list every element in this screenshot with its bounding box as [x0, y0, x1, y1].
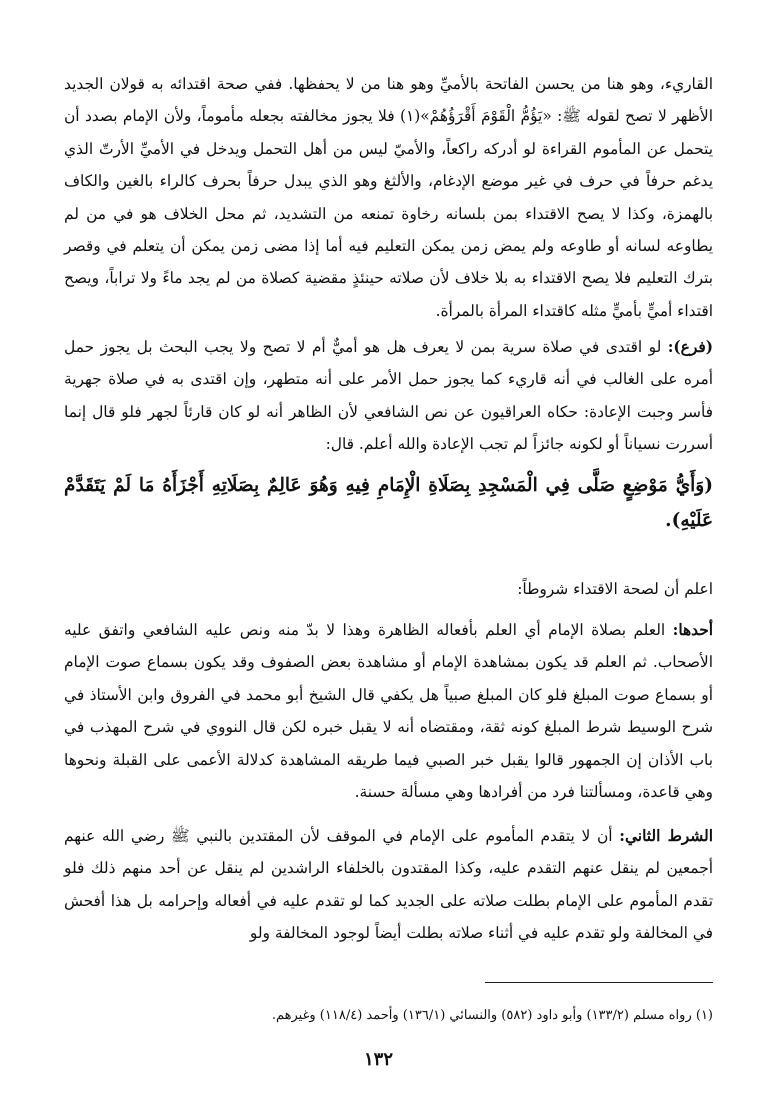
- paragraph-4: اعلم أن لصحة الاقتداء شروطاً:: [517, 580, 713, 598]
- footnote: (١) رواه مسلم (١٣٣/٢) وأبو داود (٥٨٢) والنسائي (١٣٦/١) وأحمد (١١٨/٤) وغيرهم.: [271, 1008, 713, 1023]
- paragraph-2-lead: (فرع):: [667, 338, 713, 356]
- footnote-divider: [485, 982, 713, 983]
- matn-quote: (وَأَيُّ مَوْضِعٍ صَلَّى فِي الْمَسْجِدِ بِصَلَاةِ الْإِمَامِ فِيهِ وَهُوَ عَالِمٌ بِصَلَاتِهِ أَجْزَأَهُ مَا لَمْ يَتَقَدَّمْ عَلَيْهِ).: [64, 475, 713, 531]
- paragraph-6-text: أن لا يتقدم المأموم على الإمام في الموقف لأن المقتدين بالنبي ﷺ رضي الله عنهم أجمعين لم ينقل عنهم التقدم عليه، وكذا المقتدون بالخلفاء الراشدين لم ينقل عن أحد منهم ذلك فلو تقدم المأموم على الإمام بطلت صلاته على الجديد كما لو تقدم عليه في أفعاله وإحرامه بل هذا أفحش في المخالفة ولو تقدم عليه في أثناء صلاته بطلت أيضاً لوجود المخالفة ولو: [64, 827, 713, 943]
- paragraph-6-lead: الشرط الثاني:: [619, 827, 713, 845]
- paragraph-1: القاريء، وهو هنا من يحسن الفاتحة بالأميِّ وهو هنا من لا يحفظها. ففي صحة اقتدائه به قولان الجديد الأظهر لا تصح لقوله ﷺ: «يَؤُمُّ الْقَوْمَ أَقْرَؤُهُمْ»(١) فلا يجوز مخالفته بجعله مأموماً، ولأن الإمام بصدد أن يتحمل عن المأموم القراءة لو أدركه راكعاً، والأميّ ليس من أهل التحمل ويدخل في الأميِّ الأرتّ الذي يدغم حرفاً في حرف في غير موضع الإدغام، والألثغ وهو الذي يبدل حرفاً بحرف كالراء بالغين والكاف بالهمزة، وكذا لا يصح الاقتداء بمن بلسانه رخاوة تمنعه من التشديد، ثم محل الخلاف هو في من لم يطاوعه لسانه أو طاوعه ولم يمض زمن يمكن التعليم فيه أما إذا مضى زمن يمكن أن يتعلم في وقصر بترك التعليم فلا يصح الاقتداء به بلا خلاف لأن صلاته حينئذٍ مقضية كصلاة من لم يجد ماءً ولا تراباً، ويصح اقتداء أميٍّ بأميٍّ مثله كاقتداء المرأة بالمرأة.: [64, 75, 713, 320]
- paragraph-2-text: لو اقتدى في صلاة سرية بمن لا يعرف هل هو أميٌّ أم لا تصح ولا يجب البحث بل يجوز حمل أمره على الغالب في أنه قاريء كما يجوز حمل الأمر على أنه متطهر، وإن اقتدى به في صلاة جهرية فأسر وجبت الإعادة: حكاه العراقيون عن نص الشافعي لأن الظاهر أنه لو كان قارئاً لجهر فلو قال إنما أسررت نسياناً أو لكونه جائزاً لم تجب الإعادة والله أعلم. قال:: [64, 338, 713, 454]
- paragraph-6: [64, 820, 713, 950]
- paragraph-5-lead: أحدها:: [672, 621, 713, 639]
- page-number: ١٣٢: [363, 1049, 393, 1070]
- paragraph-2: [64, 331, 713, 461]
- page-body: [64, 68, 713, 1100]
- paragraph-5-text: العلم بصلاة الإمام أي العلم بأفعاله الظاهرة وهذا لا بدّ منه ونص عليه الشافعي واتفق عليه الأصحاب. ثم العلم قد يكون بمشاهدة الإمام أو مشاهدة بعض الصفوف وقد يكون بسماع صوت الإمام أو بسماع صوت المبلغ فلو كان المبلغ صبياً هل يكفي قال الشيخ أبو محمد في الفروق وابن الأستاذ في شرح الوسيط شرط المبلغ كونه ثقة، ومقتضاه أنه لا يقبل خبره لكن قال النووي في شرح المهذب في باب الأذان إن الجمهور قالوا يقبل خبر الصبي فيما طريقه المشاهدة كدلالة الأعمى على القبلة ونحوها وهي قاعدة، ومسألتنا فرد من أفرادها وهي مسألة حسنة.: [64, 621, 713, 802]
- paragraph-5: [64, 614, 713, 808]
